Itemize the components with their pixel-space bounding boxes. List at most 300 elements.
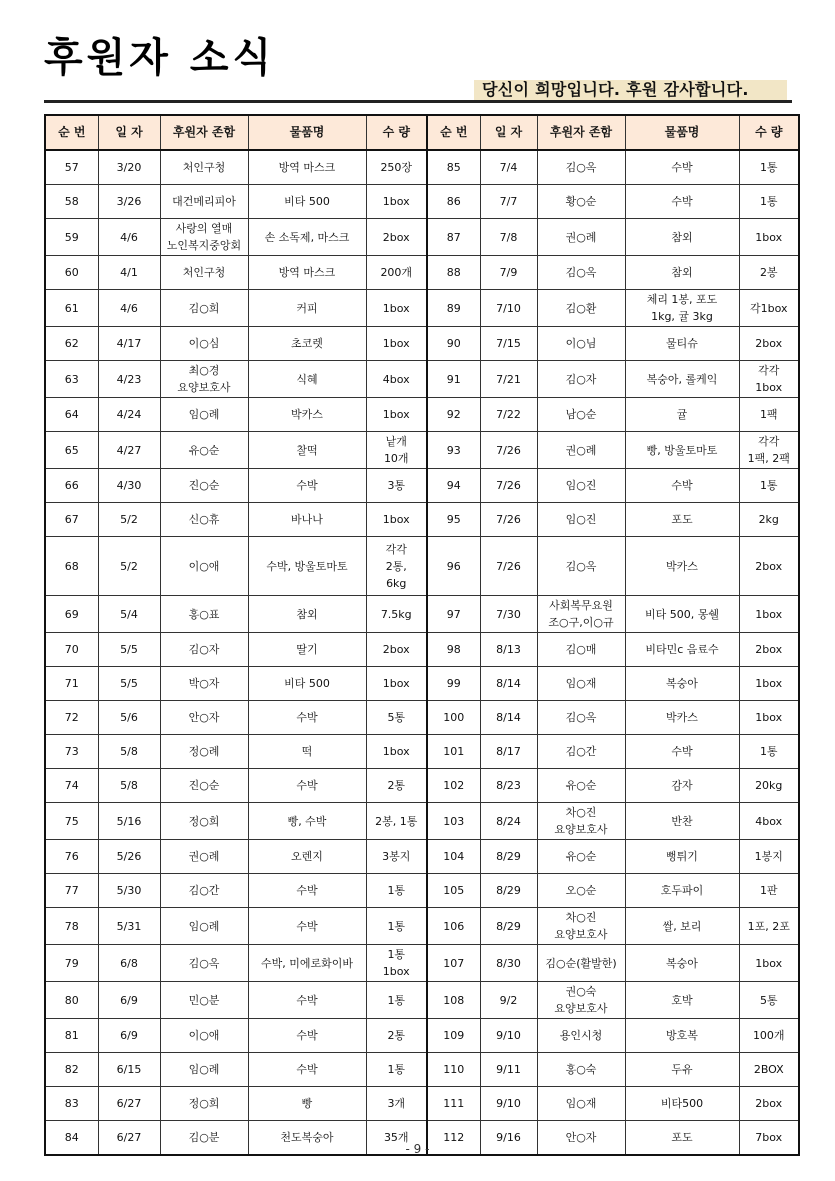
table-row xyxy=(45,735,799,769)
seq-cell: 59 xyxy=(45,219,98,256)
date-cell: 6/8 xyxy=(98,945,160,982)
qty-cell: 2kg xyxy=(739,503,799,537)
seq-cell: 60 xyxy=(45,256,98,290)
qty-cell: 낱개 10개 xyxy=(366,432,427,469)
item-cell: 빵, 수박 xyxy=(248,803,366,840)
table-row xyxy=(45,432,799,469)
qty-cell: 35개 xyxy=(366,1121,427,1156)
table-row xyxy=(45,874,799,908)
table-row xyxy=(45,219,799,256)
donor-cell: 처인구청 xyxy=(160,256,248,290)
donor-cell: 이○애 xyxy=(160,1019,248,1053)
qty-cell: 1box xyxy=(366,667,427,701)
date-cell: 6/9 xyxy=(98,982,160,1019)
table-row xyxy=(45,667,799,701)
date-cell: 7/21 xyxy=(480,361,537,398)
qty-cell: 각각 2통, 6kg xyxy=(366,537,427,596)
date-header-right: 일 자 xyxy=(480,115,537,150)
donor-cell: 김○분 xyxy=(160,1121,248,1156)
qty-cell: 5통 xyxy=(366,701,427,735)
item-header-right: 물품명 xyxy=(625,115,739,150)
seq-cell: 107 xyxy=(427,945,480,982)
donor-cell: 임○재 xyxy=(537,667,625,701)
date-header-left: 일 자 xyxy=(98,115,160,150)
seq-cell: 100 xyxy=(427,701,480,735)
qty-cell: 1box xyxy=(366,185,427,219)
item-cell: 박카스 xyxy=(248,398,366,432)
table-row xyxy=(45,596,799,633)
donor-cell: 권○숙 요양보호사 xyxy=(537,982,625,1019)
donor-cell: 박○자 xyxy=(160,667,248,701)
seq-cell: 95 xyxy=(427,503,480,537)
table-row xyxy=(45,469,799,503)
qty-header-left: 수 량 xyxy=(366,115,427,150)
qty-cell: 1봉지 xyxy=(739,840,799,874)
seq-cell: 99 xyxy=(427,667,480,701)
qty-cell: 1통 xyxy=(366,908,427,945)
date-cell: 4/23 xyxy=(98,361,160,398)
donor-cell: 진○순 xyxy=(160,769,248,803)
seq-cell: 82 xyxy=(45,1053,98,1087)
qty-cell: 2box xyxy=(366,219,427,256)
donor-cell: 황○순 xyxy=(537,185,625,219)
page-number: - 9 - xyxy=(405,1142,430,1156)
donor-cell: 사회복무요원 조○구,이○규 xyxy=(537,596,625,633)
date-cell: 4/6 xyxy=(98,290,160,327)
seq-cell: 91 xyxy=(427,361,480,398)
item-cell: 참외 xyxy=(248,596,366,633)
page-title: 후원자 소식 xyxy=(44,35,276,81)
qty-cell: 각각 1box xyxy=(739,361,799,398)
seq-cell: 74 xyxy=(45,769,98,803)
item-cell: 수박, 방울토마토 xyxy=(248,537,366,596)
donor-cell: 정○희 xyxy=(160,803,248,840)
qty-cell: 4box xyxy=(739,803,799,840)
item-cell: 빵 xyxy=(248,1087,366,1121)
item-cell: 방역 마스크 xyxy=(248,256,366,290)
donor-cell: 임○진 xyxy=(537,469,625,503)
date-cell: 9/16 xyxy=(480,1121,537,1156)
date-cell: 5/31 xyxy=(98,908,160,945)
item-cell: 수박 xyxy=(248,908,366,945)
item-cell: 복숭아 xyxy=(625,945,739,982)
seq-cell: 84 xyxy=(45,1121,98,1156)
qty-cell: 2box xyxy=(739,633,799,667)
item-cell: 수박 xyxy=(248,769,366,803)
table-row xyxy=(45,327,799,361)
qty-cell: 1통 1box xyxy=(366,945,427,982)
item-cell: 수박, 미에로화이바 xyxy=(248,945,366,982)
qty-cell: 7box xyxy=(739,1121,799,1156)
qty-cell: 1box xyxy=(739,945,799,982)
date-cell: 6/15 xyxy=(98,1053,160,1087)
donor-cell: 김○옥 xyxy=(537,701,625,735)
subtitle: 당신이 희망입니다. 후원 감사합니다. xyxy=(482,80,749,99)
donor-cell: 오○순 xyxy=(537,874,625,908)
date-cell: 7/10 xyxy=(480,290,537,327)
qty-cell: 3봉지 xyxy=(366,840,427,874)
item-cell: 수박 xyxy=(625,735,739,769)
date-cell: 4/17 xyxy=(98,327,160,361)
donor-cell: 정○례 xyxy=(160,735,248,769)
date-cell: 5/6 xyxy=(98,701,160,735)
qty-cell: 1box xyxy=(366,735,427,769)
qty-cell: 5통 xyxy=(739,982,799,1019)
seq-cell: 93 xyxy=(427,432,480,469)
date-cell: 7/26 xyxy=(480,537,537,596)
qty-cell: 1box xyxy=(366,503,427,537)
seq-cell: 72 xyxy=(45,701,98,735)
donor-cell: 유○순 xyxy=(160,432,248,469)
table-row xyxy=(45,908,799,945)
date-cell: 7/26 xyxy=(480,432,537,469)
donor-cell: 임○례 xyxy=(160,1053,248,1087)
date-cell: 8/30 xyxy=(480,945,537,982)
qty-cell: 2box xyxy=(366,633,427,667)
seq-cell: 79 xyxy=(45,945,98,982)
seq-cell: 57 xyxy=(45,150,98,185)
seq-cell: 65 xyxy=(45,432,98,469)
donor-cell: 유○순 xyxy=(537,840,625,874)
donor-cell: 민○분 xyxy=(160,982,248,1019)
item-cell: 두유 xyxy=(625,1053,739,1087)
date-cell: 4/30 xyxy=(98,469,160,503)
item-cell: 참외 xyxy=(625,256,739,290)
donor-cell: 대건메리피아 xyxy=(160,185,248,219)
seq-cell: 80 xyxy=(45,982,98,1019)
item-cell: 포도 xyxy=(625,503,739,537)
seq-cell: 69 xyxy=(45,596,98,633)
item-cell: 천도복숭아 xyxy=(248,1121,366,1156)
donor-cell: 안○자 xyxy=(537,1121,625,1156)
date-cell: 5/30 xyxy=(98,874,160,908)
donor-cell: 이○애 xyxy=(160,537,248,596)
qty-cell: 1box xyxy=(366,327,427,361)
qty-cell: 1box xyxy=(739,667,799,701)
seq-cell: 96 xyxy=(427,537,480,596)
qty-cell: 2봉, 1통 xyxy=(366,803,427,840)
table-row xyxy=(45,1019,799,1053)
item-cell: 손 소독제, 마스크 xyxy=(248,219,366,256)
seq-cell: 94 xyxy=(427,469,480,503)
table-row xyxy=(45,1053,799,1087)
date-cell: 7/30 xyxy=(480,596,537,633)
seq-cell: 102 xyxy=(427,769,480,803)
item-cell: 감자 xyxy=(625,769,739,803)
table-row xyxy=(45,361,799,398)
seq-cell: 58 xyxy=(45,185,98,219)
donor-header-left: 후원자 존함 xyxy=(160,115,248,150)
seq-cell: 97 xyxy=(427,596,480,633)
qty-header-right: 수 량 xyxy=(739,115,799,150)
item-cell: 수박 xyxy=(248,701,366,735)
qty-cell: 1통 xyxy=(366,982,427,1019)
date-cell: 7/4 xyxy=(480,150,537,185)
seq-cell: 109 xyxy=(427,1019,480,1053)
item-cell: 물티슈 xyxy=(625,327,739,361)
table-row xyxy=(45,150,799,185)
table-row xyxy=(45,840,799,874)
item-cell: 수박 xyxy=(248,874,366,908)
date-cell: 5/16 xyxy=(98,803,160,840)
item-cell: 커피 xyxy=(248,290,366,327)
item-cell: 떡 xyxy=(248,735,366,769)
donor-cell: 권○례 xyxy=(537,219,625,256)
date-cell: 8/17 xyxy=(480,735,537,769)
table-row xyxy=(45,1087,799,1121)
donor-cell: 권○례 xyxy=(160,840,248,874)
seq-cell: 64 xyxy=(45,398,98,432)
date-cell: 8/14 xyxy=(480,701,537,735)
donor-cell: 유○순 xyxy=(537,769,625,803)
qty-cell: 1box xyxy=(739,596,799,633)
seq-cell: 63 xyxy=(45,361,98,398)
item-cell: 비타 500, 몽쉘 xyxy=(625,596,739,633)
date-cell: 5/2 xyxy=(98,537,160,596)
table-row xyxy=(45,185,799,219)
seq-cell: 85 xyxy=(427,150,480,185)
date-cell: 8/29 xyxy=(480,908,537,945)
donor-header-right: 후원자 존함 xyxy=(537,115,625,150)
donor-cell: 김○자 xyxy=(160,633,248,667)
date-cell: 6/27 xyxy=(98,1121,160,1156)
qty-cell: 1통 xyxy=(739,185,799,219)
item-cell: 쌀, 보리 xyxy=(625,908,739,945)
qty-cell: 1판 xyxy=(739,874,799,908)
seq-cell: 71 xyxy=(45,667,98,701)
date-cell: 7/9 xyxy=(480,256,537,290)
qty-cell: 100개 xyxy=(739,1019,799,1053)
item-cell: 박카스 xyxy=(625,537,739,596)
donor-cell: 홍○숙 xyxy=(537,1053,625,1087)
donor-cell: 권○례 xyxy=(537,432,625,469)
donor-cell: 최○경 요양보호사 xyxy=(160,361,248,398)
donor-cell: 이○님 xyxy=(537,327,625,361)
donor-cell: 김○매 xyxy=(537,633,625,667)
qty-cell: 1포, 2포 xyxy=(739,908,799,945)
qty-cell: 1box xyxy=(366,290,427,327)
date-cell: 7/7 xyxy=(480,185,537,219)
donor-cell: 이○심 xyxy=(160,327,248,361)
donor-cell: 김○옥 xyxy=(537,537,625,596)
date-cell: 5/4 xyxy=(98,596,160,633)
date-cell: 8/14 xyxy=(480,667,537,701)
item-cell: 뻥튀기 xyxy=(625,840,739,874)
item-cell: 초코렛 xyxy=(248,327,366,361)
donor-cell: 김○간 xyxy=(160,874,248,908)
seq-cell: 106 xyxy=(427,908,480,945)
date-cell: 9/11 xyxy=(480,1053,537,1087)
seq-cell: 78 xyxy=(45,908,98,945)
donor-cell: 차○진 요양보호사 xyxy=(537,908,625,945)
seq-cell: 66 xyxy=(45,469,98,503)
date-cell: 9/2 xyxy=(480,982,537,1019)
table-header-row xyxy=(45,115,799,150)
date-cell: 4/1 xyxy=(98,256,160,290)
seq-cell: 61 xyxy=(45,290,98,327)
item-cell: 방호복 xyxy=(625,1019,739,1053)
date-cell: 8/13 xyxy=(480,633,537,667)
item-cell: 체리 1봉, 포도 1kg, 귤 3kg xyxy=(625,290,739,327)
seq-header-right: 순 번 xyxy=(427,115,480,150)
item-cell: 방역 마스크 xyxy=(248,150,366,185)
donor-cell: 김○자 xyxy=(537,361,625,398)
donor-cell: 임○례 xyxy=(160,908,248,945)
donor-cell: 김○옥 xyxy=(537,150,625,185)
item-cell: 복숭아 xyxy=(625,667,739,701)
qty-cell: 3통 xyxy=(366,469,427,503)
item-cell: 호두파이 xyxy=(625,874,739,908)
donor-cell: 김○옥 xyxy=(537,256,625,290)
qty-cell: 1통 xyxy=(739,150,799,185)
donor-cell: 신○휴 xyxy=(160,503,248,537)
date-cell: 8/29 xyxy=(480,840,537,874)
table-row xyxy=(45,256,799,290)
date-cell: 5/8 xyxy=(98,735,160,769)
seq-cell: 92 xyxy=(427,398,480,432)
donor-cell: 처인구청 xyxy=(160,150,248,185)
donor-cell: 진○순 xyxy=(160,469,248,503)
item-cell: 복숭아, 롤케익 xyxy=(625,361,739,398)
table-row xyxy=(45,633,799,667)
donor-cell: 임○진 xyxy=(537,503,625,537)
date-cell: 6/27 xyxy=(98,1087,160,1121)
item-header-left: 물품명 xyxy=(248,115,366,150)
table-row xyxy=(45,398,799,432)
item-cell: 찰떡 xyxy=(248,432,366,469)
item-cell: 바나나 xyxy=(248,503,366,537)
qty-cell: 1box xyxy=(366,398,427,432)
seq-cell: 86 xyxy=(427,185,480,219)
seq-cell: 67 xyxy=(45,503,98,537)
qty-cell: 2box xyxy=(739,327,799,361)
qty-cell: 250장 xyxy=(366,150,427,185)
qty-cell: 1팩 xyxy=(739,398,799,432)
donor-cell: 차○진 요양보호사 xyxy=(537,803,625,840)
date-cell: 7/22 xyxy=(480,398,537,432)
seq-cell: 76 xyxy=(45,840,98,874)
item-cell: 박카스 xyxy=(625,701,739,735)
donor-cell: 김○간 xyxy=(537,735,625,769)
item-cell: 빵, 방울토마토 xyxy=(625,432,739,469)
qty-cell: 2통 xyxy=(366,769,427,803)
date-cell: 8/24 xyxy=(480,803,537,840)
item-cell: 비타 500 xyxy=(248,667,366,701)
date-cell: 5/26 xyxy=(98,840,160,874)
item-cell: 수박 xyxy=(248,469,366,503)
seq-cell: 108 xyxy=(427,982,480,1019)
table-body xyxy=(45,150,799,1155)
item-cell: 수박 xyxy=(625,469,739,503)
qty-cell: 1통 xyxy=(366,1053,427,1087)
table-row xyxy=(45,503,799,537)
qty-cell: 4box xyxy=(366,361,427,398)
date-cell: 7/26 xyxy=(480,503,537,537)
seq-cell: 75 xyxy=(45,803,98,840)
donor-cell: 김○순(활발한) xyxy=(537,945,625,982)
date-cell: 7/8 xyxy=(480,219,537,256)
date-cell: 5/8 xyxy=(98,769,160,803)
qty-cell: 2box xyxy=(739,537,799,596)
seq-cell: 104 xyxy=(427,840,480,874)
qty-cell: 200개 xyxy=(366,256,427,290)
donor-cell: 김○옥 xyxy=(160,945,248,982)
date-cell: 9/10 xyxy=(480,1087,537,1121)
date-cell: 8/29 xyxy=(480,874,537,908)
seq-cell: 81 xyxy=(45,1019,98,1053)
donor-cell: 임○례 xyxy=(160,398,248,432)
item-cell: 수박 xyxy=(625,150,739,185)
date-cell: 5/5 xyxy=(98,667,160,701)
date-cell: 4/6 xyxy=(98,219,160,256)
seq-cell: 87 xyxy=(427,219,480,256)
qty-cell: 2box xyxy=(739,1087,799,1121)
qty-cell: 3개 xyxy=(366,1087,427,1121)
donor-cell: 김○희 xyxy=(160,290,248,327)
date-cell: 3/20 xyxy=(98,150,160,185)
table-row xyxy=(45,982,799,1019)
table-row xyxy=(45,769,799,803)
donor-cell: 사랑의 열매 노인복지중앙회 xyxy=(160,219,248,256)
donor-cell: 김○환 xyxy=(537,290,625,327)
qty-cell: 각각 1팩, 2팩 xyxy=(739,432,799,469)
seq-cell: 103 xyxy=(427,803,480,840)
donor-cell: 정○희 xyxy=(160,1087,248,1121)
donor-cell: 홍○표 xyxy=(160,596,248,633)
seq-cell: 83 xyxy=(45,1087,98,1121)
date-cell: 7/15 xyxy=(480,327,537,361)
donor-cell: 용인시청 xyxy=(537,1019,625,1053)
seq-cell: 88 xyxy=(427,256,480,290)
qty-cell: 1통 xyxy=(739,469,799,503)
seq-cell: 77 xyxy=(45,874,98,908)
date-cell: 5/2 xyxy=(98,503,160,537)
qty-cell: 2BOX xyxy=(739,1053,799,1087)
item-cell: 딸기 xyxy=(248,633,366,667)
date-cell: 7/26 xyxy=(480,469,537,503)
item-cell: 수박 xyxy=(248,982,366,1019)
seq-cell: 112 xyxy=(427,1121,480,1156)
item-cell: 수박 xyxy=(248,1019,366,1053)
item-cell: 비타민c 음료수 xyxy=(625,633,739,667)
seq-cell: 98 xyxy=(427,633,480,667)
item-cell: 오렌지 xyxy=(248,840,366,874)
item-cell: 참외 xyxy=(625,219,739,256)
seq-cell: 111 xyxy=(427,1087,480,1121)
date-cell: 6/9 xyxy=(98,1019,160,1053)
table-row xyxy=(45,290,799,327)
seq-cell: 90 xyxy=(427,327,480,361)
qty-cell: 각1box xyxy=(739,290,799,327)
qty-cell: 1통 xyxy=(366,874,427,908)
seq-cell: 68 xyxy=(45,537,98,596)
table-row xyxy=(45,945,799,982)
donor-cell: 남○순 xyxy=(537,398,625,432)
date-cell: 4/24 xyxy=(98,398,160,432)
seq-header-left: 순 번 xyxy=(45,115,98,150)
table-row xyxy=(45,701,799,735)
date-cell: 4/27 xyxy=(98,432,160,469)
title-underline xyxy=(44,100,792,103)
item-cell: 호박 xyxy=(625,982,739,1019)
date-cell: 5/5 xyxy=(98,633,160,667)
date-cell: 9/10 xyxy=(480,1019,537,1053)
seq-cell: 89 xyxy=(427,290,480,327)
item-cell: 수박 xyxy=(625,185,739,219)
seq-cell: 70 xyxy=(45,633,98,667)
date-cell: 3/26 xyxy=(98,185,160,219)
qty-cell: 1통 xyxy=(739,735,799,769)
